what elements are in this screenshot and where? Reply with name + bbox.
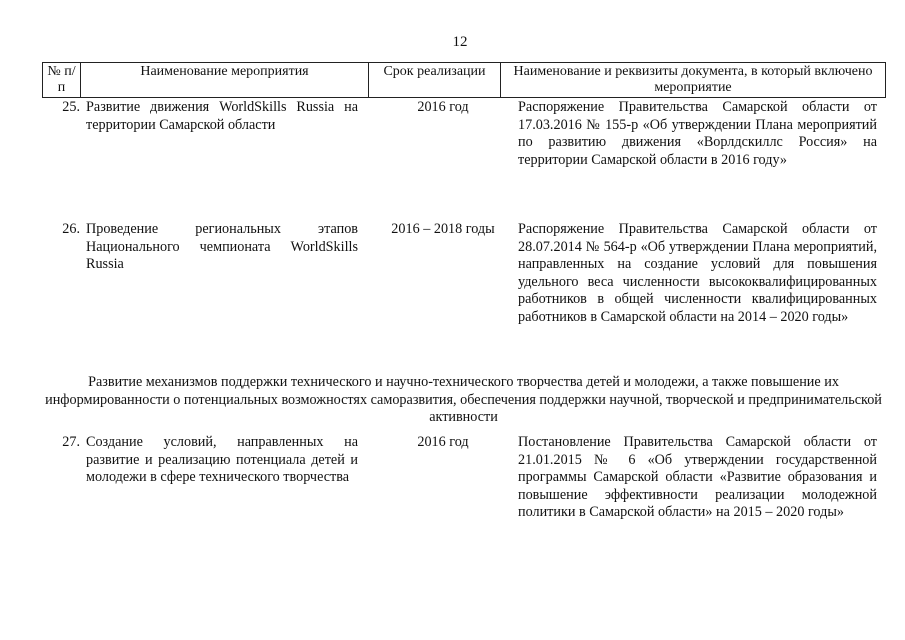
table-header [42, 62, 886, 98]
header-term: Срок реализации [369, 63, 501, 98]
row-number: 26. [62, 221, 80, 237]
page-number: 12 [452, 34, 468, 50]
row-document: Распоряжение Правительства Самарской области от 28.07.2014 № 564-р «Об утверждении Плана мероприятий, направленных на создание условий для повышения удельного веса численности высококвалифицированных работников в общей численности квалифицированных работников в Самарской области на 2014 – 2020 годы» [518, 221, 877, 325]
row-event-name: Проведение региональных этапов Национального чемпионата WorldSkills Russia [86, 221, 358, 273]
header-event-name: Наименование мероприятия [81, 63, 369, 98]
row-term: 2016 год [417, 99, 469, 115]
row-number: 27. [62, 434, 80, 450]
row-term: 2016 – 2018 годы [391, 221, 495, 237]
header-number: № п/п [43, 63, 81, 98]
row-event-name: Создание условий, направленных на развитие и реализацию потенциала детей и молодежи в сфере технического творчества [86, 434, 358, 486]
row-number: 25. [62, 99, 80, 115]
row-document: Постановление Правительства Самарской области от 21.01.2015 № 6 «Об утверждении государственной программы Самарской области «Развитие образования и повышение эффективности реализации молодежной политики в Самарской области» на 2015 – 2020 годы» [518, 434, 877, 521]
row-event-name: Развитие движения WorldSkills Russia на территории Самарской области [86, 99, 358, 133]
row-term: 2016 год [417, 434, 469, 450]
header-document: Наименование и реквизиты документа, в который включено мероприятие [501, 63, 886, 98]
row-document: Распоряжение Правительства Самарской области от 17.03.2016 № 155-р «Об утверждении Плана мероприятий по развитию движения «Ворлдскиллс Россия» на территории Самарской области в 2016 году» [518, 99, 877, 168]
section-title: Развитие механизмов поддержки технического и научно-технического творчества детей и молодежи, а также повышение их информированности о потенциальных возможностях саморазвития, обеспечения поддержки научной, творческой и предпринимательской активности [45, 374, 882, 426]
